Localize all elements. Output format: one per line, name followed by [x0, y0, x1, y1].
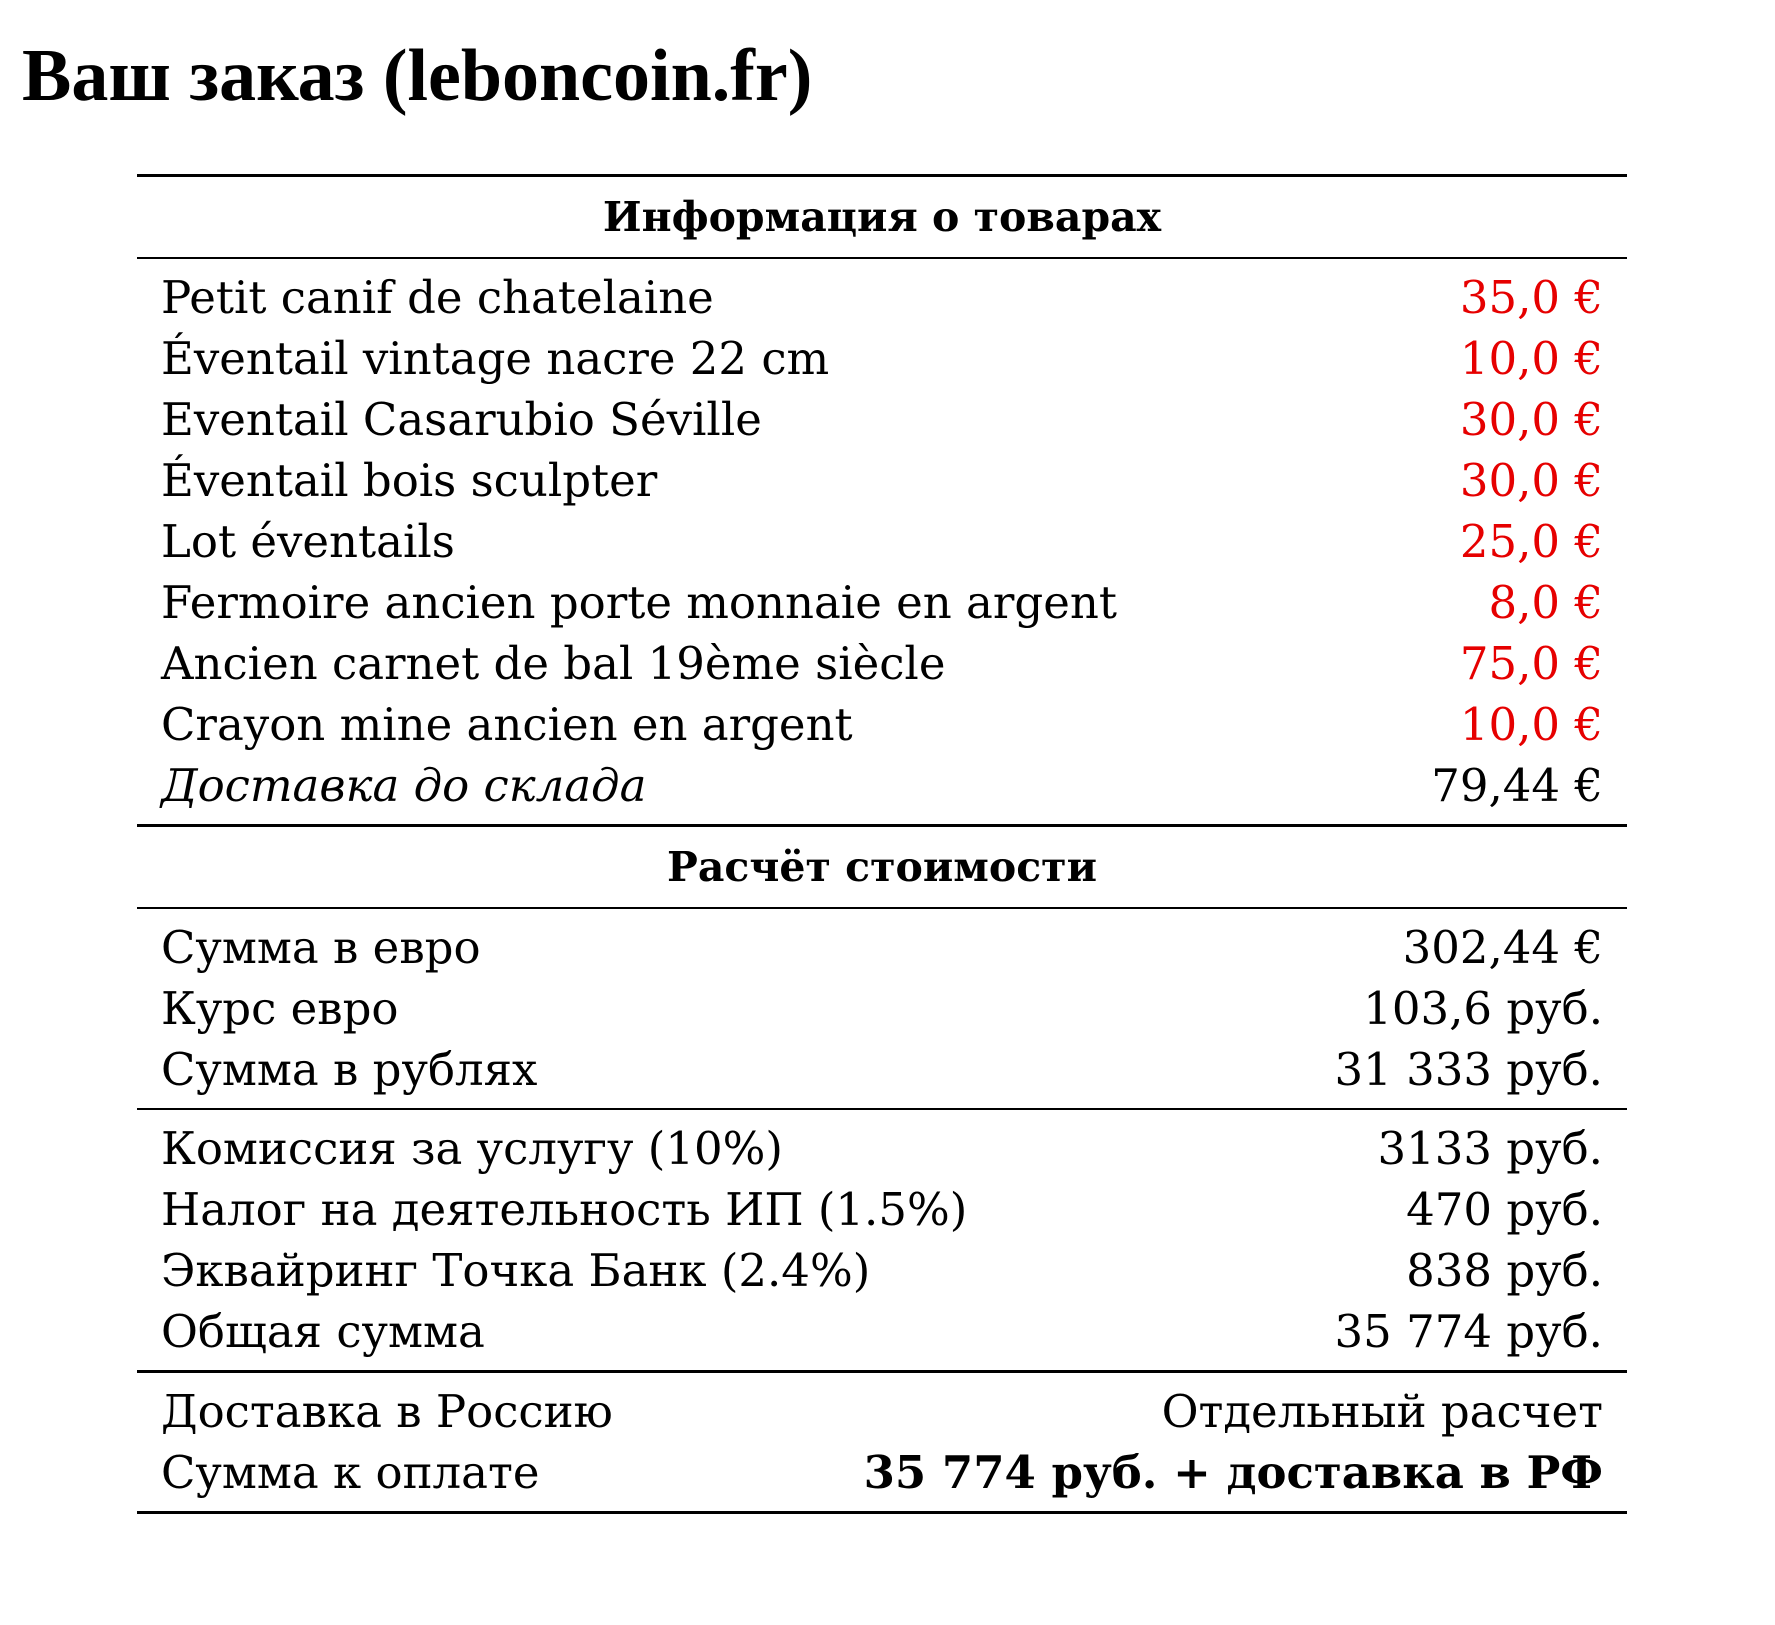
warehouse-delivery-label: Доставка до склада [161, 759, 647, 812]
euro-rate-label: Курс евро [161, 982, 399, 1035]
item-price: 8,0 € [1488, 576, 1603, 629]
list-item [161, 511, 1603, 572]
total-value: 35 774 руб. [1334, 1305, 1603, 1358]
amount-due-row [161, 1442, 1603, 1503]
order-table [137, 174, 1627, 1514]
amount-due-label: Сумма к оплате [161, 1446, 540, 1499]
sum-euro-row [161, 917, 1603, 978]
sum-rub-label: Сумма в рублях [161, 1043, 538, 1096]
item-name: Lot éventails [161, 515, 455, 568]
sum-rub-value: 31 333 руб. [1334, 1043, 1603, 1096]
conversion-list [137, 909, 1627, 1108]
item-price: 75,0 € [1459, 637, 1603, 690]
item-name: Fermoire ancien porte monnaie en argent [161, 576, 1117, 629]
item-name: Ancien carnet de bal 19ème siècle [161, 637, 946, 690]
item-name: Eventail Casarubio Séville [161, 393, 762, 446]
item-name: Éventail vintage nacre 22 cm [161, 332, 830, 385]
commission-value: 3133 руб. [1377, 1122, 1603, 1175]
items-section-header: Информация о товарах [602, 193, 1162, 241]
tax-row [161, 1179, 1603, 1240]
total-row [161, 1301, 1603, 1362]
page-title: Ваш заказ (leboncoin.fr) [22, 35, 813, 117]
sum-rub-row [161, 1039, 1603, 1100]
fees-list [137, 1110, 1627, 1370]
total-label: Общая сумма [161, 1305, 485, 1358]
tax-label: Налог на деятельность ИП (1.5%) [161, 1183, 968, 1236]
calc-section-header: Расчёт стоимости [667, 843, 1097, 891]
list-item [161, 633, 1603, 694]
russia-delivery-label: Доставка в Россию [161, 1385, 613, 1438]
item-price: 10,0 € [1459, 698, 1603, 751]
commission-row [161, 1118, 1603, 1179]
final-list [137, 1373, 1627, 1511]
sum-euro-label: Сумма в евро [161, 921, 481, 974]
item-name: Crayon mine ancien en argent [161, 698, 853, 751]
russia-delivery-value: Отдельный расчет [1161, 1385, 1603, 1438]
item-name: Petit canif de chatelaine [161, 271, 714, 324]
item-name: Éventail bois sculpter [161, 454, 658, 507]
warehouse-delivery-row [161, 755, 1603, 816]
list-item [161, 389, 1603, 450]
item-price: 30,0 € [1459, 393, 1603, 446]
bottom-rule [137, 1511, 1627, 1514]
sum-euro-value: 302,44 € [1402, 921, 1603, 974]
euro-rate-value: 103,6 руб. [1363, 982, 1603, 1035]
commission-label: Комиссия за услугу (10%) [161, 1122, 783, 1175]
item-price: 10,0 € [1459, 332, 1603, 385]
list-item [161, 694, 1603, 755]
acquiring-value: 838 руб. [1406, 1244, 1603, 1297]
list-item [161, 267, 1603, 328]
items-list [137, 259, 1627, 824]
item-price: 30,0 € [1459, 454, 1603, 507]
item-price: 25,0 € [1459, 515, 1603, 568]
list-item [161, 450, 1603, 511]
amount-due-value: 35 774 руб. + доставка в РФ [863, 1446, 1603, 1499]
tax-value: 470 руб. [1406, 1183, 1603, 1236]
acquiring-label: Эквайринг Точка Банк (2.4%) [161, 1244, 871, 1297]
list-item [161, 572, 1603, 633]
euro-rate-row [161, 978, 1603, 1039]
russia-delivery-row [161, 1381, 1603, 1442]
warehouse-delivery-value: 79,44 € [1431, 759, 1603, 812]
acquiring-row [161, 1240, 1603, 1301]
item-price: 35,0 € [1459, 271, 1603, 324]
list-item [161, 328, 1603, 389]
